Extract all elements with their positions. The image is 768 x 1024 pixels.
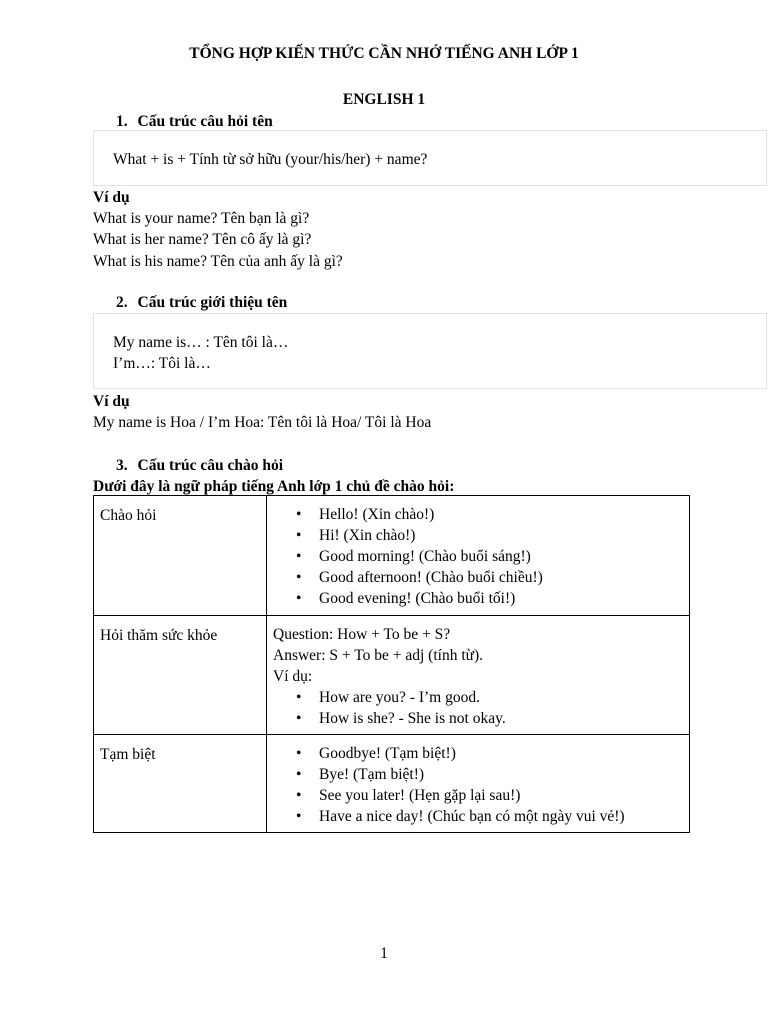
section-1-heading [116, 111, 273, 132]
table-row [94, 616, 690, 735]
list-item: • Good afternoon! (Chào buổi chiều!) [319, 567, 683, 588]
list-item: • Hello! (Xin chào!) [319, 504, 683, 525]
row-label: Tạm biệt [94, 735, 267, 833]
section-1-structure: What + is + Tính từ sở hữu (your/his/her) + name? [113, 151, 428, 168]
section-2-structure-2: I’m…: Tôi là… [113, 355, 211, 372]
list-item: • Have a nice day! (Chúc bạn có một ngày vui vẻ!) [319, 806, 683, 827]
list-item: • See you later! (Hẹn gặp lại sau!) [319, 785, 683, 806]
section-2-example: My name is Hoa / I’m Hoa: Tên tôi là Hoa/ Tôi là Hoa [93, 414, 432, 431]
list-item: • How are you? - I’m good. [319, 687, 683, 708]
section-3-intro: Dưới đây là ngữ pháp tiếng Anh lớp 1 chủ đề chào hỏi: [93, 478, 455, 495]
section-3-number: 3. [116, 457, 128, 474]
greeting-list [273, 504, 683, 609]
list-item: • Good evening! (Chào buổi tối!) [319, 588, 683, 609]
health-answer: Answer: S + To be + adj (tính từ). [273, 647, 484, 664]
row-label: Hỏi thăm sức khỏe [94, 616, 267, 735]
table-row [94, 735, 690, 833]
list-item: • Goodbye! (Tạm biệt!) [319, 743, 683, 764]
page-number: 1 [380, 945, 388, 962]
section-1-example-3: What is his name? Tên của anh ấy là gì? [93, 253, 343, 270]
section-2-heading [116, 292, 287, 313]
section-1-example-1: What is your name? Tên bạn là gì? [93, 210, 310, 227]
health-example-list [273, 687, 683, 729]
section-1-structure-box [93, 130, 767, 186]
health-question: Question: How + To be + S? [273, 626, 451, 643]
section-1-example-label: Ví dụ [93, 189, 130, 206]
greetings-table [93, 495, 690, 833]
section-3-heading [116, 455, 283, 476]
row-content [267, 496, 690, 616]
row-label: Chào hỏi [94, 496, 267, 616]
section-3-title: Cấu trúc câu chào hỏi [137, 457, 284, 474]
section-1-number: 1. [116, 113, 128, 130]
section-2-number: 2. [116, 294, 128, 311]
list-item: • Hi! (Xin chào!) [319, 525, 683, 546]
document-title: TỔNG HỢP KIẾN THỨC CẦN NHỚ TIẾNG ANH LỚP 1 [189, 45, 579, 62]
health-example-label: Ví dụ: [273, 668, 313, 685]
row-content [267, 616, 690, 735]
section-1-example-2: What is her name? Tên cô ấy là gì? [93, 231, 312, 248]
section-2-structure-1: My name is… : Tên tôi là… [113, 334, 289, 351]
document-subtitle: ENGLISH 1 [342, 91, 426, 108]
list-item: • Bye! (Tạm biệt!) [319, 764, 683, 785]
list-item: • Good morning! (Chào buổi sáng!) [319, 546, 683, 567]
row-content [267, 735, 690, 833]
section-1-title: Cấu trúc câu hỏi tên [137, 113, 273, 130]
goodbye-list [273, 743, 683, 827]
section-2-example-label: Ví dụ [93, 393, 130, 410]
section-2-structure-box [93, 313, 767, 389]
list-item: • How is she? - She is not okay. [319, 708, 683, 729]
table-row [94, 496, 690, 616]
section-2-title: Cấu trúc giới thiệu tên [137, 294, 288, 311]
